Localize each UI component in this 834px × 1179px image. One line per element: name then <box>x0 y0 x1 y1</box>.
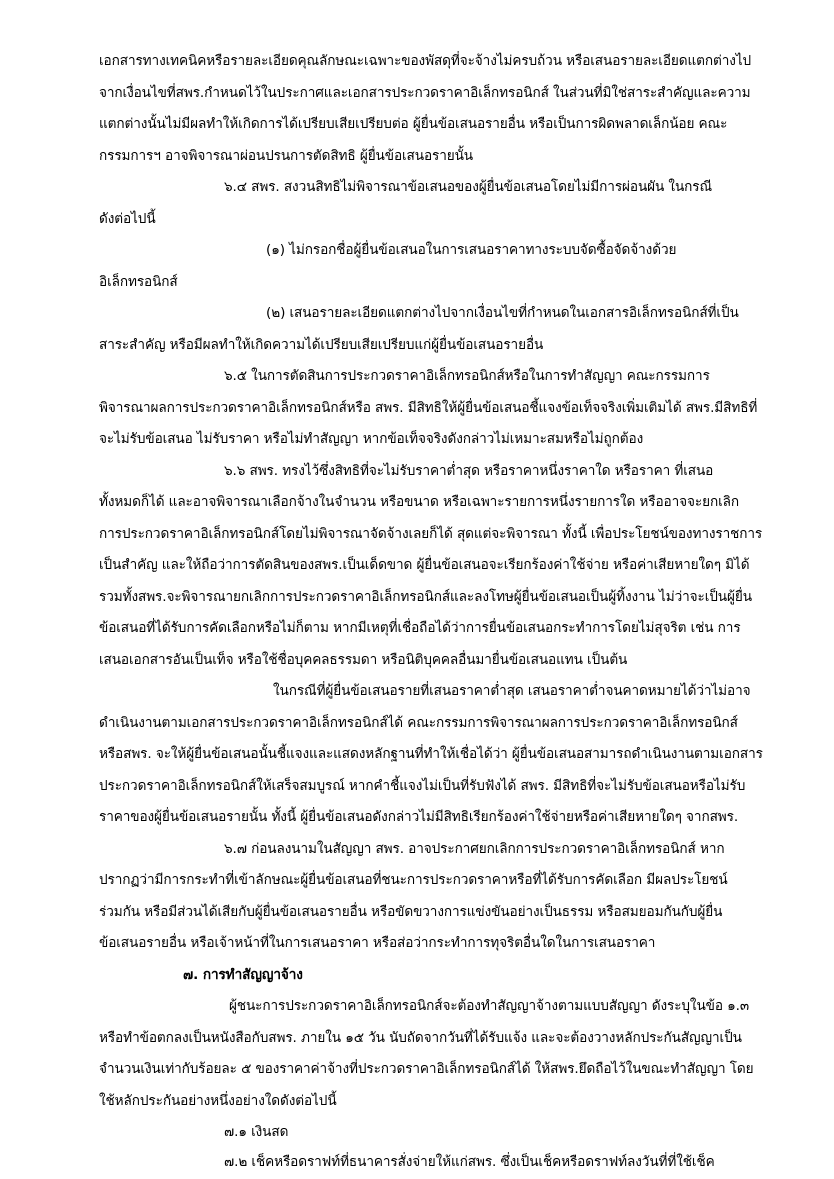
text-line: รวมทั้งสพร.จะพิจารณายกเลิกการประกวดราคาอิเล็กทรอนิกส์และลงโทษผู้ยื่นข้อเสนอเป็นผู้ทิ้งงาน ไม่ว่าจะเป็นผู้ยื่น <box>99 589 752 605</box>
section-heading-7: ๗. การทำสัญญาจ้าง <box>183 967 303 983</box>
text-line: อิเล็กทรอนิกส์ <box>99 274 178 290</box>
text-line: เสนอเอกสารอันเป็นเท็จ หรือใช้ชื่อบุคคลธรรมดา หรือนิติบุคคลอื่นมายื่นข้อเสนอแทน เป็นต้น <box>99 652 628 668</box>
text-line: เป็นสำคัญ และให้ถือว่าการตัดสินของสพร.เป็นเด็ดขาด ผู้ยื่นข้อเสนอจะเรียกร้องค่าใช้จ่าย หรือค่าเสียหายใดๆ มิได้ <box>99 557 750 573</box>
clause-6-6: ๖.๖ สพร. ทรงไว้ซึ่งสิทธิที่จะไม่รับราคาต่ำสุด หรือราคาหนึ่งราคาใด หรือราคา ที่เสนอ <box>224 463 714 479</box>
sub-item-2: (๒) เสนอรายละเอียดแตกต่างไปจากเงื่อนไขที่กำหนดในเอกสารอิเล็กทรอนิกส์ที่เป็น <box>266 305 739 321</box>
clause-7-1: ๗.๑ เงินสด <box>224 1124 289 1140</box>
text-line: ทั้งหมดก็ได้ และอาจพิจารณาเลือกจ้างในจำนวน หรือขนาด หรือเฉพาะรายการหนึ่งรายการใด หรืออาจจะยกเลิก <box>99 494 739 510</box>
text-line: จากเงื่อนไขที่สพร.กำหนดไว้ในประกาศและเอกสารประกวดราคาอิเล็กทรอนิกส์ ในส่วนที่มิใช่สาระสำคัญและความ <box>99 85 751 101</box>
text-line: ข้อเสนอที่ได้รับการคัดเลือกหรือไม่ก็ตาม หากมีเหตุที่เชื่อถือได้ว่าการยื่นข้อเสนอกระทำการโดยไม่สุจริต เช่น การ <box>99 620 741 636</box>
text-line: ใช้หลักประกันอย่างหนึ่งอย่างใดดังต่อไปนี้ <box>99 1093 337 1109</box>
text-line: เอกสารทางเทคนิคหรือรายละเอียดคุณลักษณะเฉพาะของพัสดุที่จะจ้างไม่ครบถ้วน หรือเสนอรายละเอียดแตกต่างไป <box>99 53 752 69</box>
text-line: แตกต่างนั้นไม่มีผลทำให้เกิดการได้เปรียบเสียเปรียบต่อ ผู้ยื่นข้อเสนอรายอื่น หรือเป็นการผิดพลาดเล็กน้อย คณะ <box>99 116 728 132</box>
text-line: พิจารณาผลการประกวดราคาอิเล็กทรอนิกส์หรือ สพร. มีสิทธิให้ผู้ยื่นข้อเสนอชี้แจงข้อเท็จจริงเพิ่มเติมได้ สพร.มีสิทธิที่ <box>99 400 758 416</box>
clause-6-7: ๖.๗ ก่อนลงนามในสัญญา สพร. อาจประกาศยกเลิกการประกวดราคาอิเล็กทรอนิกส์ หาก <box>224 841 725 857</box>
text-line: จะไม่รับข้อเสนอ ไม่รับราคา หรือไม่ทำสัญญา หากข้อเท็จจริงดังกล่าวไม่เหมาะสมหรือไม่ถูกต้อง <box>99 431 644 447</box>
clause-7-2: ๗.๒ เช็คหรือดราฟท์ที่ธนาคารสั่งจ่ายให้แก่สพร. ซึ่งเป็นเช็คหรือดราฟท์ลงวันที่ที่ใช้เช็ค <box>224 1154 715 1170</box>
paragraph-start: ในกรณีที่ผู้ยื่นข้อเสนอรายที่เสนอราคาต่ำสุด เสนอราคาต่ำจนคาดหมายได้ว่าไม่อาจ <box>273 683 751 699</box>
text-line: หรือสพร. จะให้ผู้ยื่นข้อเสนอนั้นชี้แจงและแสดงหลักฐานที่ทำให้เชื่อได้ว่า ผู้ยื่นข้อเสนอสามารถดำเนินงานตามเอกสาร <box>99 746 763 762</box>
text-line: สาระสำคัญ หรือมีผลทำให้เกิดความได้เปรียบเสียเปรียบแก่ผู้ยื่นข้อเสนอรายอื่น <box>99 337 544 353</box>
text-line: การประกวดราคาอิเล็กทรอนิกส์โดยไม่พิจารณาจัดจ้างเลยก็ได้ สุดแต่จะพิจารณา ทั้งนี้ เพื่อประโยชน์ของทางราชการ <box>99 526 763 542</box>
text-line: ดังต่อไปนี้ <box>99 211 156 227</box>
text-line: หรือทำข้อตกลงเป็นหนังสือกับสพร. ภายใน ๑๕ วัน นับถัดจากวันที่ได้รับแจ้ง และจะต้องวางหลักประกันสัญญาเป็น <box>99 1030 742 1046</box>
sub-item-1: (๑) ไม่กรอกชื่อผู้ยื่นข้อเสนอในการเสนอราคาทางระบบจัดซื้อจัดจ้างด้วย <box>266 242 677 258</box>
text-line: ดำเนินงานตามเอกสารประกวดราคาอิเล็กทรอนิกส์ได้ คณะกรรมการพิจารณาผลการประกวดราคาอิเล็กทรอนิกส์ <box>99 715 738 731</box>
text-line: ปรากฏว่ามีการกระทำที่เข้าลักษณะผู้ยื่นข้อเสนอที่ชนะการประกวดราคาหรือที่ได้รับการคัดเลือก มีผลประโยชน์ <box>99 872 728 888</box>
paragraph-start: ผู้ชนะการประกวดราคาอิเล็กทรอนิกส์จะต้องทำสัญญาจ้างตามแบบสัญญา ดังระบุในข้อ ๑.๓ <box>229 998 750 1014</box>
clause-6-5: ๖.๕ ในการตัดสินการประกวดราคาอิเล็กทรอนิกส์หรือในการทำสัญญา คณะกรรมการ <box>224 368 710 384</box>
text-line: ร่วมกัน หรือมีส่วนได้เสียกับผู้ยื่นข้อเสนอรายอื่น หรือขัดขวางการแข่งขันอย่างเป็นธรรม หรือสมยอมกันกับผู้ยื่น <box>99 904 723 920</box>
text-line: ราคาของผู้ยื่นข้อเสนอรายนั้น ทั้งนี้ ผู้ยื่นข้อเสนอดังกล่าวไม่มีสิทธิเรียกร้องค่าใช้จ่ายหรือค่าเสียหายใดๆ จากสพร. <box>99 809 739 825</box>
text-line: กรรมการฯ อาจพิจารณาผ่อนปรนการตัดสิทธิ ผู้ยื่นข้อเสนอรายนั้น <box>99 148 473 164</box>
text-line: ประกวดราคาอิเล็กทรอนิกส์ให้เสร็จสมบูรณ์ หากคำชี้แจงไม่เป็นที่รับฟังได้ สพร. มีสิทธิที่จะไม่รับข้อเสนอหรือไม่รับ <box>99 778 746 794</box>
text-line: ข้อเสนอรายอื่น หรือเจ้าหน้าที่ในการเสนอราคา หรือส่อว่ากระทำการทุจริตอื่นใดในการเสนอราคา <box>99 935 656 951</box>
clause-6-4: ๖.๔ สพร. สงวนสิทธิไม่พิจารณาข้อเสนอของผู้ยื่นข้อเสนอโดยไม่มีการผ่อนผัน ในกรณี <box>224 179 713 195</box>
text-line: จำนวนเงินเท่ากับร้อยละ ๕ ของราคาค่าจ้างที่ประกวดราคาอิเล็กทรอนิกส์ได้ ให้สพร.ยึดถือไว้ในขณะทำสัญญา โดย <box>99 1061 754 1077</box>
